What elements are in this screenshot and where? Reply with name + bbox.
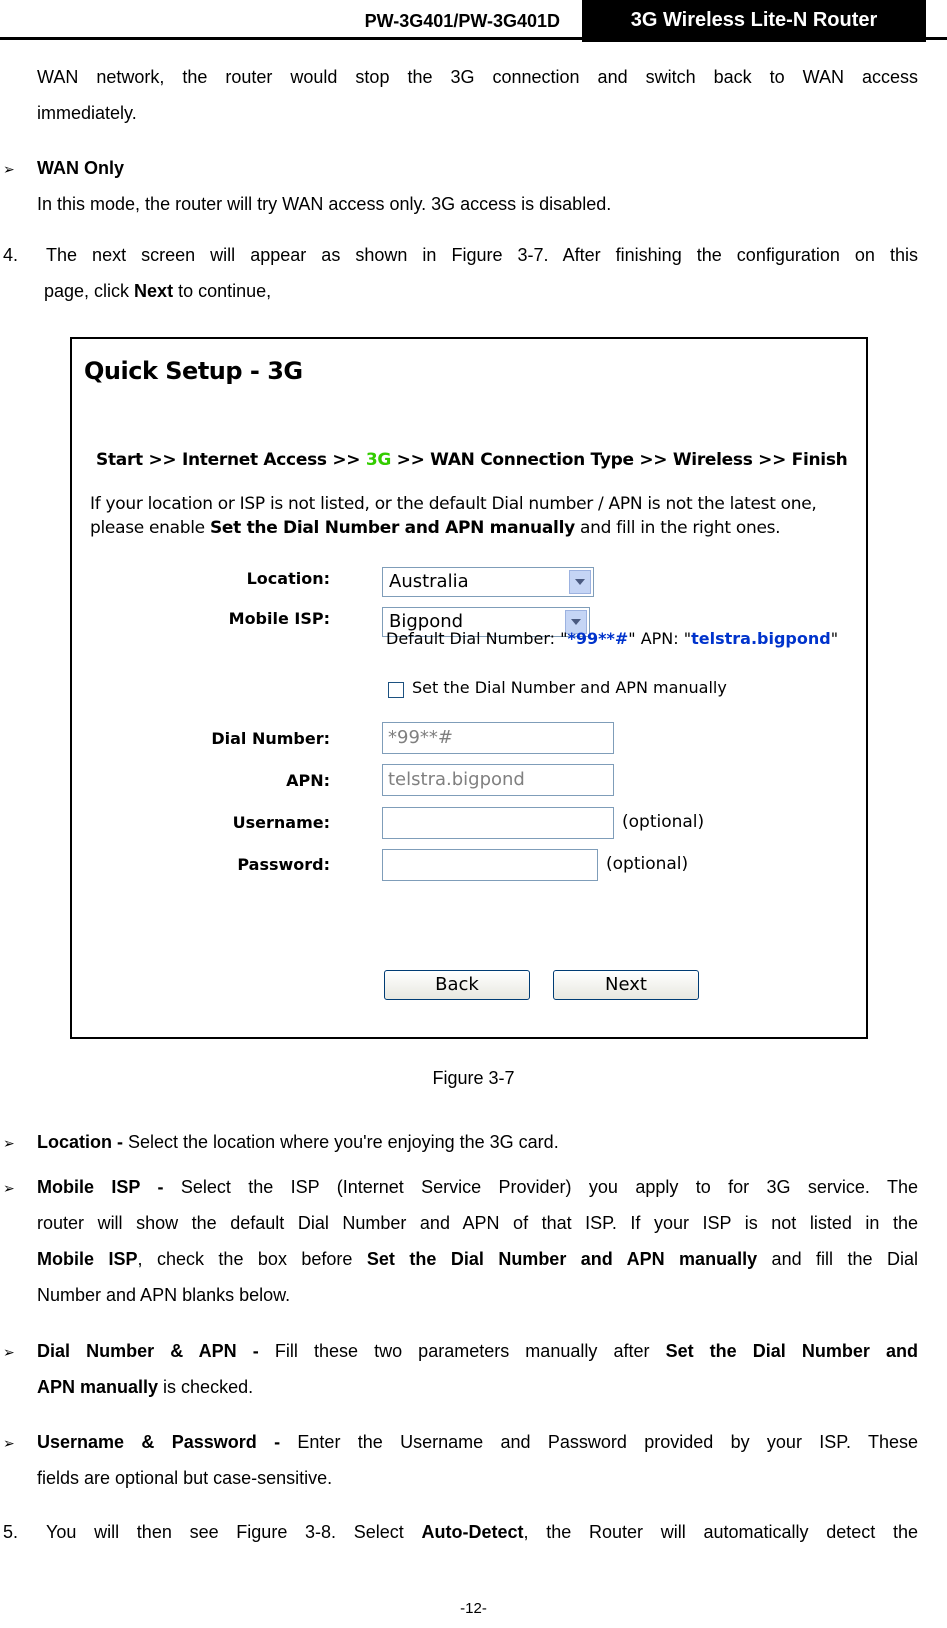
breadcrumb-current: 3G — [365, 450, 392, 470]
header-rule — [926, 37, 947, 40]
header-product: 3G Wireless Lite-N Router — [582, 0, 926, 42]
dial-number-label: Dial Number: — [211, 729, 330, 748]
location-select[interactable]: Australia — [382, 567, 594, 597]
dial-number-input[interactable]: *99**# — [382, 722, 614, 754]
isp-select[interactable]: Bigpond — [382, 607, 590, 637]
bullet-icon: ➢ — [3, 1435, 15, 1451]
step-4-line-2: page, click Next to continue, — [44, 281, 272, 301]
intro-line-2: immediately. — [37, 103, 137, 123]
password-note: (optional) — [606, 854, 689, 874]
username-label: Username: — [232, 813, 330, 832]
password-label: Password: — [237, 855, 330, 874]
bullet-mobile-isp-line-3: Mobile ISP, check the box before Set the Dial Number and APN manually and fill the Dial — [37, 1249, 919, 1269]
bullet-user-pass-line-1: Username & Password - Enter the Username and Password provided by your ISP. These — [37, 1432, 919, 1452]
bullet-dial-apn-line-1: Dial Number & APN - Fill these two parameters manually after Set the Dial Number and — [37, 1341, 918, 1361]
username-note: (optional) — [622, 812, 705, 832]
isp-label: Mobile ISP: — [228, 609, 330, 628]
header-model — [0, 0, 582, 40]
manual-checkbox-label: Set the Dial Number and APN manually — [412, 678, 727, 697]
back-button[interactable]: Back — [384, 970, 530, 1000]
next-button[interactable]: Next — [553, 970, 699, 1000]
bullet-mobile-isp-line-4: Number and APN blanks below. — [37, 1285, 291, 1305]
location-label: Location: — [246, 569, 330, 588]
setup-hint: If your location or ISP is not listed, or the default Dial number / APN is not the latest one, please enable Set the Dial Number and APN manually and fill in the right ones. — [90, 494, 817, 538]
manual-checkbox[interactable] — [388, 682, 404, 698]
setup-breadcrumb: Start >> Internet Access >> 3G >> WAN Connection Type >> Wireless >> Finish — [96, 450, 848, 470]
page-number: -12- — [460, 1600, 487, 1617]
bullet-icon: ➢ — [3, 1180, 15, 1196]
default-dial-apn: Default Dial Number: "*99**#" APN: "telstra.bigpond" — [386, 629, 839, 648]
apn-label: APN: — [286, 771, 330, 790]
apn-input[interactable]: telstra.bigpond — [382, 764, 614, 796]
wan-only-title: WAN Only — [37, 158, 125, 178]
figure-quick-setup-3g — [70, 337, 868, 1039]
bullet-icon: ➢ — [3, 1344, 15, 1360]
step-5-number: 5. — [3, 1522, 19, 1542]
step-5-text: You will then see Figure 3-8. Select Auto-Detect, the Router will automatically detect the — [46, 1522, 918, 1542]
chevron-down-icon[interactable] — [569, 570, 591, 594]
page-header — [0, 0, 947, 42]
bullet-dial-apn-line-2: APN manually is checked. — [37, 1377, 254, 1397]
intro-line-1: WAN network, the router would stop the 3G connection and switch back to WAN access — [37, 67, 918, 87]
step-4-number: 4. — [3, 245, 19, 265]
bullet-mobile-isp-line-1: Mobile ISP - Select the ISP (Internet Service Provider) you apply to for 3G service. The — [37, 1177, 918, 1197]
bullet-mobile-isp-line-2: router will show the default Dial Number and APN of that ISP. If your ISP is not listed in the — [37, 1213, 918, 1233]
wan-only-text: In this mode, the router will try WAN access only. 3G access is disabled. — [37, 194, 612, 214]
username-input[interactable] — [382, 807, 614, 839]
bullet-location: Location - Select the location where you're enjoying the 3G card. — [37, 1132, 559, 1152]
figure-caption: Figure 3-7 — [432, 1068, 515, 1088]
step-4-line-1: The next screen will appear as shown in Figure 3-7. After finishing the configuration on this — [46, 245, 918, 265]
quick-setup-title: Quick Setup - 3G — [84, 357, 303, 385]
header-model-text: PW-3G401/PW-3G401D — [364, 11, 560, 31]
bullet-user-pass-line-2: fields are optional but case-sensitive. — [37, 1468, 333, 1488]
bullet-icon: ➢ — [3, 161, 15, 177]
password-input[interactable] — [382, 849, 598, 881]
bullet-icon: ➢ — [3, 1135, 15, 1151]
